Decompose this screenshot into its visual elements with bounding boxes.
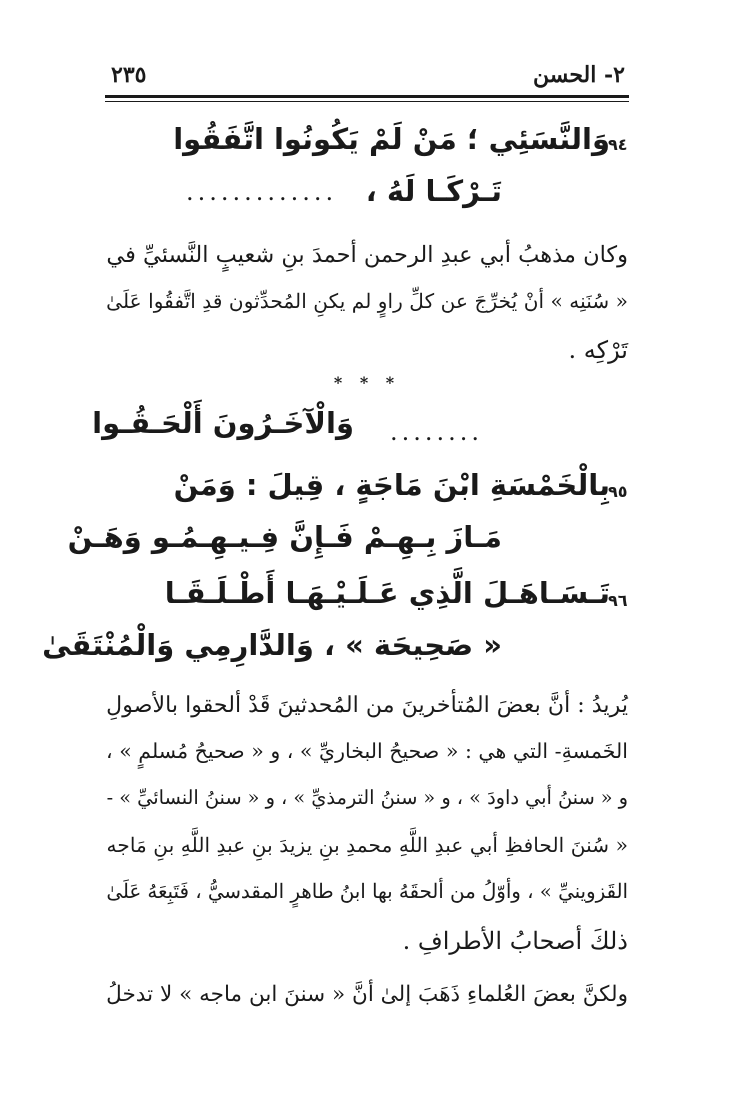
- verse-line: وَالنَّسَئِي ؛ مَنْ لَمْ يَكُونُوا اتَّفَقُوا: [173, 122, 610, 156]
- running-header: [105, 62, 629, 96]
- header-rule-thin: [105, 101, 629, 102]
- paragraph-line: يُريدُ : أنَّ بعضَ المُتأخرينَ من المُحدثينَ قَدْ ألحقوا بالأصولِ: [106, 692, 628, 718]
- paragraph-line: الخَمسةِ- التي هي : « صحيحُ البخاريِّ » ، و « صحيحُ مُسلمٍ » ،: [106, 739, 628, 763]
- paragraph-line: « سُننَ الحافظِ أبي عبدِ اللَّهِ محمدِ بنِ يزيدَ بنِ عبدِ اللَّهِ بنِ مَاجه: [106, 833, 628, 857]
- verse-ellipsis: ........: [390, 418, 484, 446]
- verse-line: بِالْخَمْسَةِ ابْنَ مَاجَةٍ ، قِيلَ : وَمَنْ: [173, 468, 610, 502]
- verse-number: ٩٥: [608, 482, 628, 501]
- section-separator: * * *: [333, 373, 401, 392]
- verse-ellipsis: .............: [186, 178, 338, 206]
- paragraph-line: تَرْكِه .: [568, 336, 628, 364]
- paragraph-line: ذلكَ أصحابُ الأطرافِ .: [402, 927, 628, 955]
- paragraph-line: وكان مذهبُ أبي عبدِ الرحمن أحمدَ بنِ شعيبٍ النَّسئيِّ في: [106, 242, 628, 268]
- header-rule-thick: [105, 95, 629, 98]
- paragraph-line: القَزوينيِّ » ، وأوّلُ من ألحقَهُ بها ابنُ طاهرٍ المقدسيُّ ، فَتَبِعَهُ عَلَىٰ: [106, 880, 628, 903]
- verse-line: وَالْآخَـرُونَ أَلْحَـقُـوا: [92, 406, 354, 440]
- verse-line: مَـازَ بِـهِـمْ فَـإِنَّ فِـيـهِـمُـو وَهَـنْ: [67, 520, 502, 554]
- verse-line: تَـسَـاهَـلَ الَّذِي عَـلَـيْـهَـا أَطْـلَـقَـا: [164, 576, 610, 610]
- paragraph-line: و « سننُ أبي داودَ » ، و « سننُ الترمذيِّ » ، و « سننُ النسائيِّ » -: [106, 786, 628, 809]
- paragraph-line: « سُنَنِه » أنْ يُخرِّجَ عن كلِّ راوٍ لم يكنِ المُحدِّثون قدِ اتَّفقُوا عَلَىٰ: [106, 289, 628, 313]
- chapter-title: ٢- الحسن: [532, 62, 625, 88]
- page-number: ٢٣٥: [111, 62, 147, 88]
- verse-number: ٩٤: [608, 135, 628, 154]
- verse-number: ٩٦: [608, 591, 628, 610]
- verse-line: تَـرْكَـا لَهُ ،: [365, 174, 502, 208]
- verse-line: « صَحِيحَة » ، وَالدَّارِمِي وَالْمُنْتَقَىٰ: [42, 628, 502, 662]
- paragraph-line: ولكنَّ بعضَ العُلماءِ ذَهَبَ إلىٰ أنَّ « سننَ ابن ماجه » لا تدخلُ: [106, 982, 628, 1007]
